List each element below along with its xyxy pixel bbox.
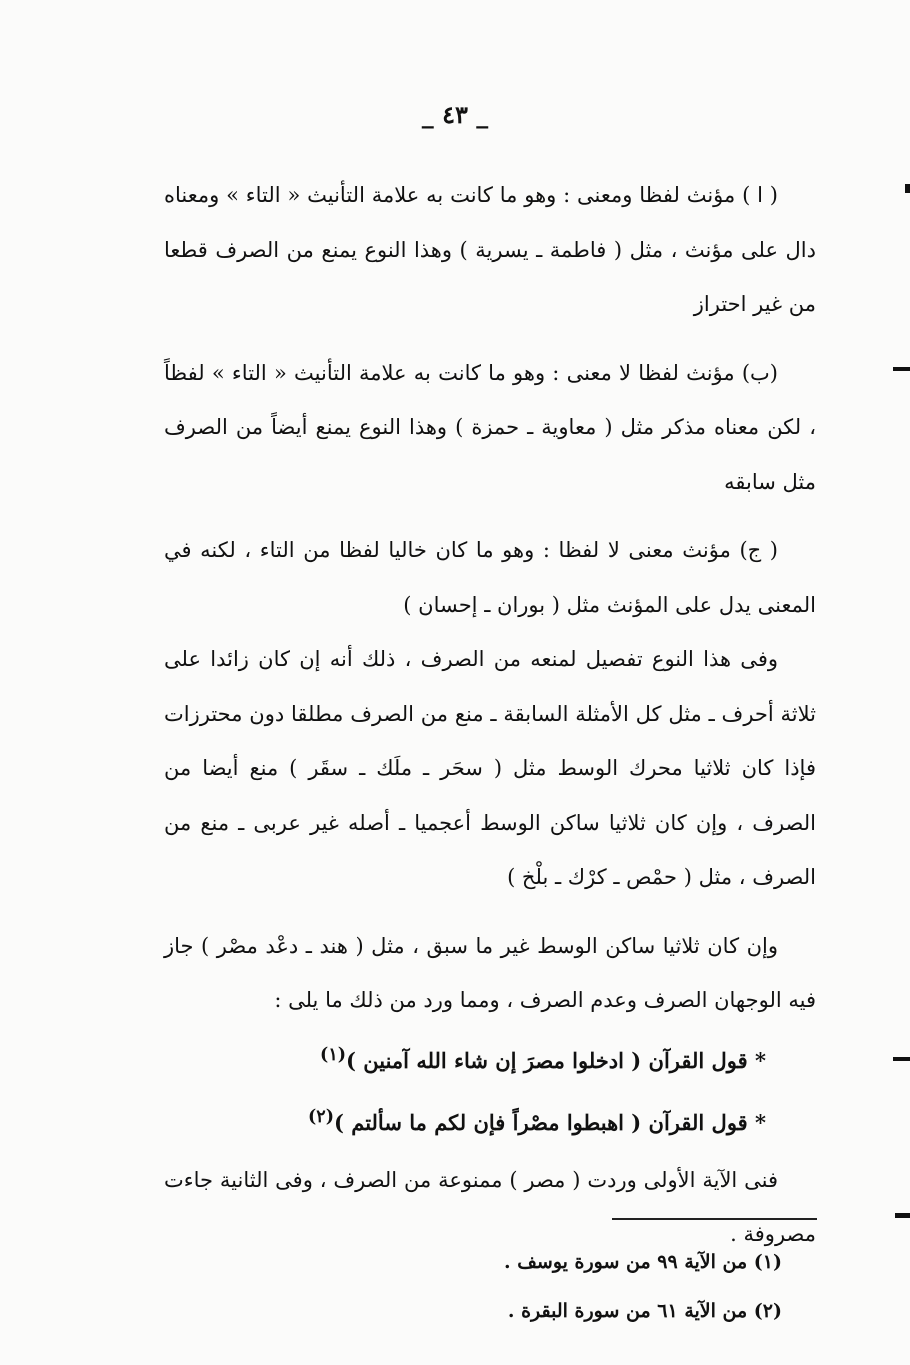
quran-verse-2 <box>164 1090 816 1151</box>
paragraph-feminine-word-only: (ب) مؤنث لفظا لا معنى : وهو ما كانت به علامة التأنيث « التاء » لفظاً ، لكن معناه مذكر مثل ( معاوية ـ حمزة ) وهذا النوع يمنع أيضاً من الصرف مثل سابقه <box>164 360 816 494</box>
paragraph-detail: وفى هذا النوع تفصيل لمنعه من الصرف ، ذلك أنه إن كان زائدا على ثلاثة أحرف ـ مثل كل الأمثلة السابقة ـ منع من الصرف مطلقا دون محترزات فإذا كان ثلاثيا محرك الوسط مثل ( سحَر ـ ملَك ـ سقَر ) منع أيضا من الصرف ، وإن كان ثلاثيا ساكن الوسط أعجميا ـ أصله غير عربى ـ منع من الصرف ، مثل ( حمْص ـ كرْك ـ بلْخ ) <box>164 647 816 889</box>
footnote-1: (١) من الآية ٩٩ من سورة يوسف . <box>504 1251 782 1273</box>
quran-verse-text: * قول القرآن ( اهبطوا مصْراً فإن لكم ما سألتم ) <box>333 1110 766 1135</box>
margin-mark <box>893 1057 910 1061</box>
quran-verse-text: * قول القرآن ( ادخلوا مصرَ إن شاء الله آمنين ) <box>346 1047 766 1073</box>
paragraph-feminine-word-meaning: ( ا ) مؤنث لفظا ومعنى : وهو ما كانت به علامة التأنيث « التاء » ومعناه دال على مؤنث ، مثل ( فاطمة ـ يسرية ) وهذا النوع يمنع من الصرف قطعا من غير احتراز <box>164 183 816 316</box>
quran-verse-1 <box>164 1028 816 1089</box>
margin-mark <box>905 184 910 193</box>
paragraph-feminine-meaning-only: ( ج) مؤنث معنى لا لفظا : وهو ما كان خاليا لفظا من التاء ، لكنه في المعنى يدل على المؤنث مثل ( بوران ـ إحسان ) <box>164 538 816 617</box>
footnote-ref: (١) <box>320 1044 347 1065</box>
margin-mark <box>895 1213 910 1218</box>
paragraph-two-forms: وإن كان ثلاثيا ساكن الوسط غير ما سبق ، مثل ( هند ـ دعْد مصْر ) جاز فيه الوجهان الصرف وعدم الصرف ، ومما ورد من ذلك ما يلى : <box>164 933 816 1012</box>
footnotes <box>300 1238 782 1336</box>
footnote-ref: (٢) <box>308 1107 334 1127</box>
footnote-separator <box>612 1218 817 1220</box>
page-number: _ ٤٣ _ <box>421 100 489 129</box>
margin-mark <box>893 367 910 371</box>
body-text <box>164 168 816 1276</box>
paragraph-conclusion: فنى الآية الأولى وردت ( مصر ) ممنوعة من الصرف ، وفى الثانية جاءت مصروفة . <box>164 1167 816 1246</box>
footnote-2: (٢) من الآية ٦١ من سورة البقرة . <box>507 1300 782 1322</box>
